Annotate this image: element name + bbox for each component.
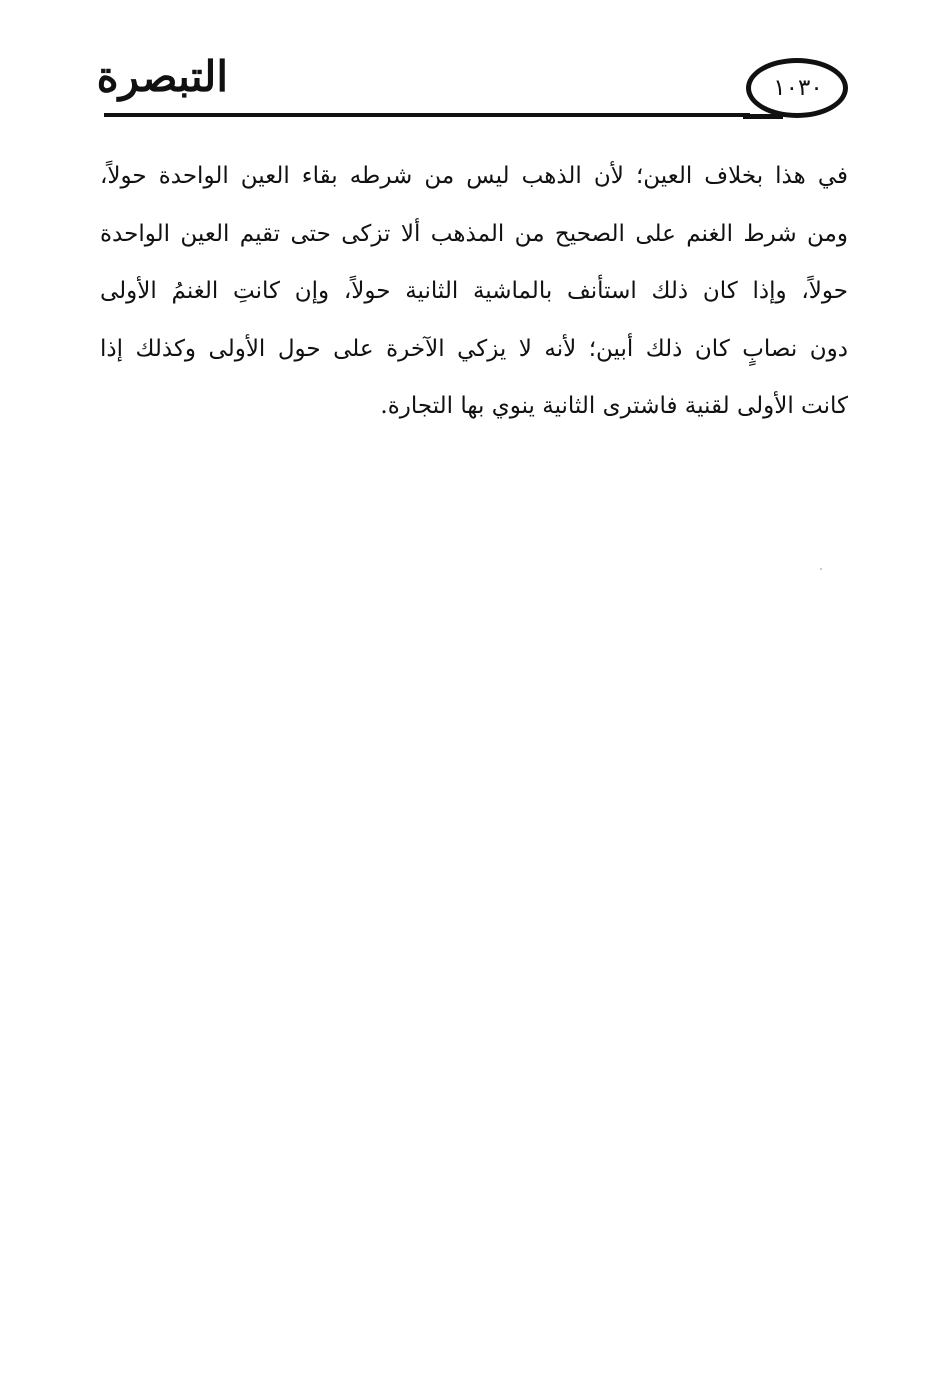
text-line: دون نصابٍ كان ذلك أبين؛ لأنه لا يزكي الآخرة على حول الأولى وكذلك إذا <box>100 335 848 362</box>
scan-speck <box>820 568 822 570</box>
page-number: ١٠٣٠ <box>773 75 823 101</box>
text-line: في هذا بخلاف العين؛ لأن الذهب ليس من شرطه بقاء العين الواحدة حولاً، <box>100 163 848 189</box>
text-line: حولاً، وإذا كان ذلك استأنف بالماشية الثانية حولاً، وإن كانتِ الغنمُ الأولى <box>100 278 848 304</box>
book-title: التبصرة <box>96 52 228 101</box>
header-rule <box>104 113 750 117</box>
text-line: ومن شرط الغنم على الصحيح من المذهب ألا تزكى حتى تقيم العين الواحدة <box>100 220 848 247</box>
text-line: كانت الأولى لقنية فاشترى الثانية ينوي بها التجارة. <box>380 393 848 419</box>
body-text <box>100 148 848 436</box>
